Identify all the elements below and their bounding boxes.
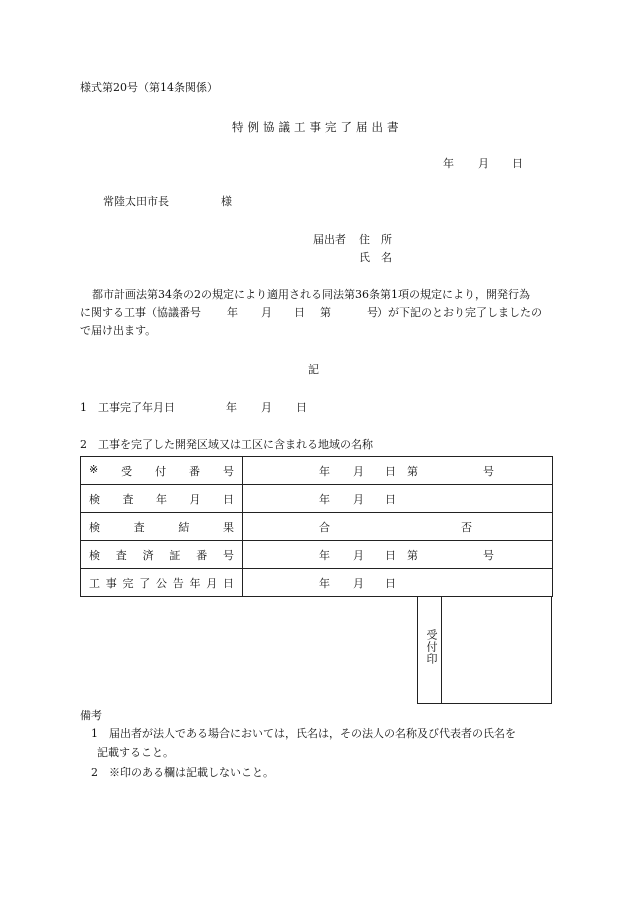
table-row	[81, 485, 553, 513]
inspection-result-label: 検 査 結 果	[89, 520, 234, 534]
receipt-month: 月	[353, 464, 364, 478]
table-row	[81, 541, 553, 569]
note-2: 2 ※印のある欄は記載しないこと。	[91, 766, 274, 779]
body-line-2-post: ）が下記のとおり完了しましたの	[377, 306, 542, 319]
body-line-3: で届け出ます。	[80, 324, 157, 337]
body-go: 号	[367, 306, 378, 319]
result-pass: 合	[319, 520, 330, 534]
certificate-go: 号	[483, 548, 494, 562]
body-line-2	[80, 303, 552, 323]
inspection-result-label-cell	[81, 513, 243, 541]
body-line-2-pre: に関する工事（協議番号	[80, 306, 201, 319]
inspection-date-label-cell	[81, 485, 243, 513]
certificate-year: 年	[319, 548, 330, 562]
certificate-month: 月	[353, 548, 364, 562]
completion-year: 年	[319, 576, 330, 590]
applicant-label: 届出者	[313, 233, 346, 246]
completion-day: 日	[385, 576, 396, 590]
item2-label: 2 工事を完了した開発区域又は工区に含まれる地域の名称	[80, 438, 373, 451]
stamp-area[interactable]	[440, 597, 552, 704]
stamp-label-box	[417, 597, 442, 704]
body-dai: 第	[320, 306, 331, 319]
notes-heading: 備考	[80, 709, 102, 722]
receipt-number-value-cell[interactable]	[243, 457, 553, 485]
page-title: 特例協議工事完了届出書	[232, 120, 403, 134]
certificate-dai: 第	[407, 548, 418, 562]
body-line-1: 都市計画法第34条の2の規定により適用される同法第36条第1項の規定により，開発行為	[92, 288, 530, 301]
completion-notice-value-cell[interactable]	[243, 569, 553, 597]
inspection-month: 月	[353, 492, 364, 506]
ki-heading: 記	[308, 363, 319, 376]
addressee-honorific: 様	[221, 195, 232, 208]
receipt-number-label-cell	[81, 457, 243, 485]
receipt-year: 年	[319, 464, 330, 478]
inspection-day: 日	[385, 492, 396, 506]
item1-month: 月	[261, 401, 272, 414]
inspection-result-value-cell[interactable]	[243, 513, 553, 541]
item1-day: 日	[296, 401, 307, 414]
certificate-number-label: 検 査 済 証 番 号	[89, 548, 234, 562]
result-fail: 否	[461, 520, 472, 534]
note-1-line-2: 記載すること。	[97, 746, 174, 759]
stamp-label: 受付印	[425, 629, 438, 665]
table-row	[81, 457, 553, 485]
date-year-label: 年	[443, 157, 454, 170]
applicant-name-label: 氏 名	[359, 251, 392, 264]
item1-year: 年	[226, 401, 237, 414]
body-month: 月	[261, 306, 272, 319]
body-year: 年	[227, 306, 238, 319]
date-month-label: 月	[478, 157, 489, 170]
inspection-year: 年	[319, 492, 330, 506]
completion-month: 月	[353, 576, 364, 590]
addressee-name: 常陸太田市長	[103, 195, 169, 208]
note-1-line-1: 1 届出者が法人である場合においては，氏名は，その法人の名称及び代表者の氏名を	[91, 727, 516, 740]
form-number: 様式第20号（第14条関係）	[80, 81, 218, 94]
receipt-label-text: ※ 受 付 番 号	[89, 462, 234, 478]
completion-notice-label-cell	[81, 569, 243, 597]
inspection-table	[80, 456, 553, 597]
body-day: 日	[294, 306, 305, 319]
table-row	[81, 569, 553, 597]
certificate-day: 日	[385, 548, 396, 562]
item1-label: 1 工事完了年月日	[80, 401, 175, 414]
certificate-number-label-cell	[81, 541, 243, 569]
receipt-dai: 第	[407, 464, 418, 478]
date-day-label: 日	[512, 157, 523, 170]
receipt-go: 号	[483, 464, 494, 478]
inspection-date-label: 検 査 年 月 日	[89, 492, 234, 506]
certificate-number-value-cell[interactable]	[243, 541, 553, 569]
inspection-date-value-cell[interactable]	[243, 485, 553, 513]
applicant-address-label: 住 所	[359, 233, 392, 246]
receipt-day: 日	[385, 464, 396, 478]
table-row	[81, 513, 553, 541]
completion-notice-label: 工 事 完 了 公 告 年 月 日	[89, 576, 234, 590]
